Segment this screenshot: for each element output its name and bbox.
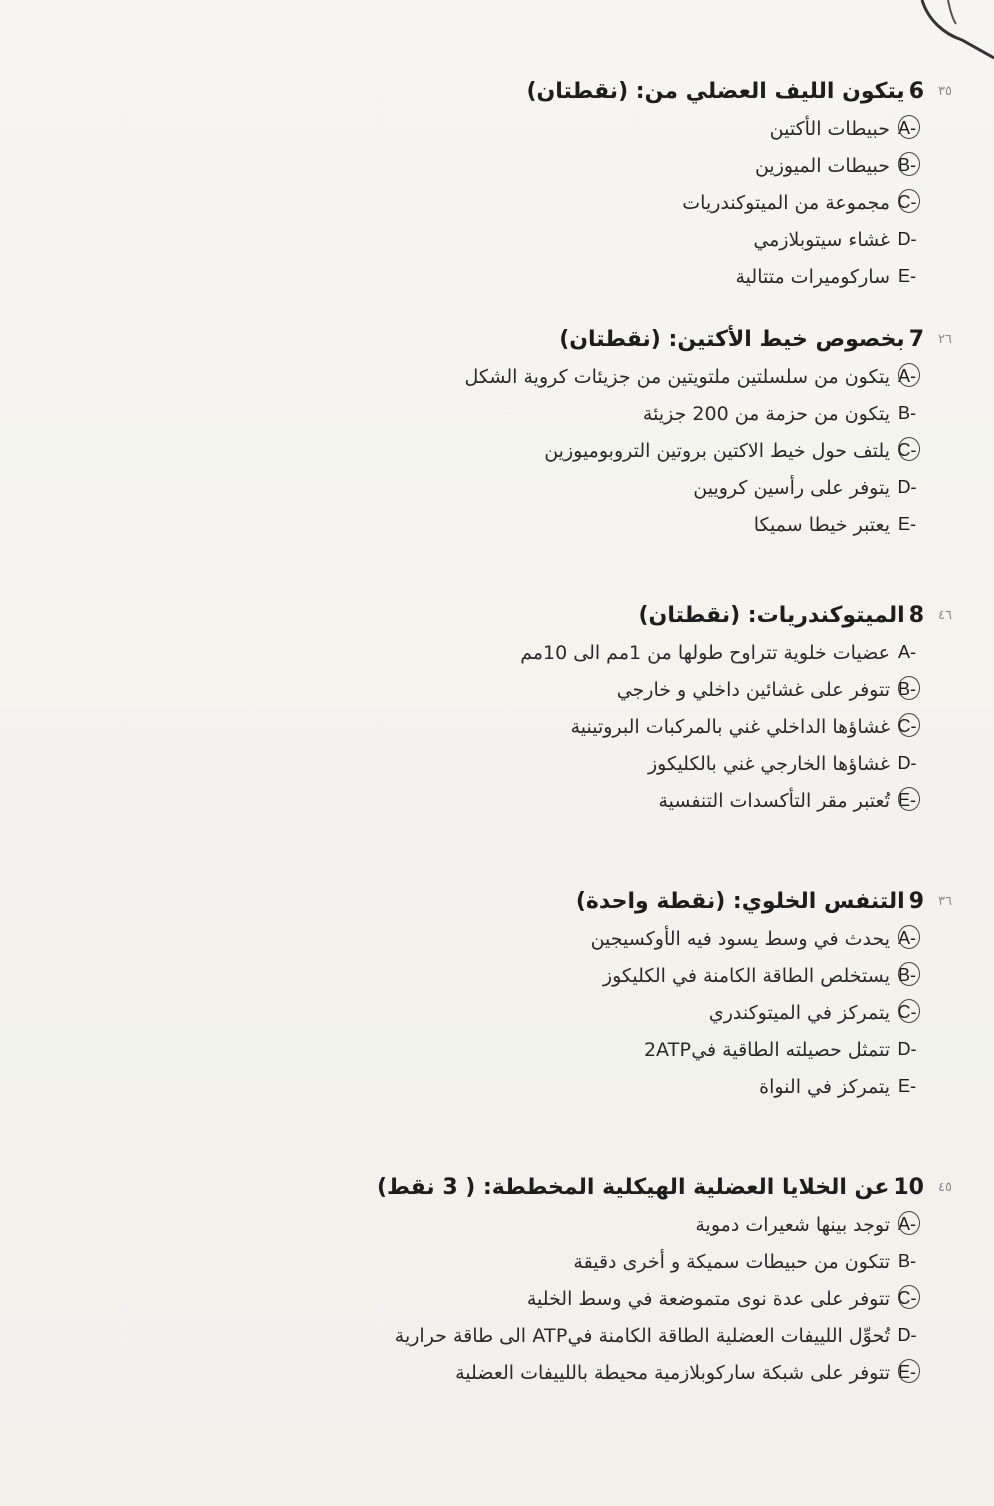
option-letter: E-: [890, 790, 924, 811]
question-10: [24, 1170, 952, 1391]
question-number: 7: [908, 327, 924, 352]
option-letter: C-: [890, 716, 924, 737]
option-a[interactable]: [24, 110, 924, 147]
option-text: يستخلص الطاقة الكامنة في الكليكوز: [602, 964, 890, 987]
option-letter: B-: [890, 679, 924, 700]
question-number: 6: [908, 79, 924, 104]
question-number: 10: [893, 1175, 924, 1200]
option-letter: A-: [890, 118, 924, 139]
option-b[interactable]: [24, 671, 924, 708]
question-8: [24, 598, 952, 819]
option-c[interactable]: [24, 184, 924, 221]
option-text: يتمركز في الميتوكندري: [708, 1001, 890, 1024]
question-header: [24, 74, 952, 110]
option-letter: E-: [898, 266, 916, 286]
option-letter: B-: [890, 965, 924, 986]
option-e[interactable]: [24, 1354, 924, 1391]
option-b[interactable]: [24, 1243, 924, 1280]
option-text: غشاؤها الخارجي غني بالكليكوز: [647, 752, 890, 775]
question-stem: الميتوكندريات: (نقطتان): [638, 603, 905, 628]
option-a[interactable]: [24, 358, 924, 395]
question-6: [24, 74, 952, 295]
option-letter: D-: [897, 1039, 917, 1059]
page-corner-fold: [914, 0, 994, 70]
option-text: يتوفر على رأسين كرويين: [693, 476, 890, 499]
margin-mark: ٤٦: [938, 608, 952, 623]
option-e[interactable]: [24, 258, 924, 295]
option-text: يعتبر خيطا سميكا: [753, 513, 890, 536]
option-letter: D-: [897, 477, 917, 497]
question-number: 9: [908, 889, 924, 914]
option-text: تتمثل حصيلته الطاقية في2ATP: [643, 1038, 890, 1061]
option-letter: B-: [898, 403, 916, 423]
option-text: يتكون من سلسلتين ملتويتين من جزيئات كروية الشكل: [464, 365, 890, 388]
question-header: [24, 322, 952, 358]
question-stem: بخصوص خيط الأكتين: (نقطتان): [559, 327, 905, 352]
option-text: ساركوميرات متتالية: [735, 265, 890, 288]
option-d[interactable]: [24, 1317, 924, 1354]
option-text: عضيات خلوية تتراوح طولها من 1مم الى 10مم: [520, 641, 890, 664]
option-a[interactable]: [24, 1206, 924, 1243]
question-header: [24, 884, 952, 920]
option-e[interactable]: [24, 782, 924, 819]
question-9: [24, 884, 952, 1105]
option-text: يتمركز في النواة: [759, 1075, 890, 1098]
option-text: يتكون من حزمة من 200 جزيئة: [642, 402, 890, 425]
option-letter: A-: [890, 928, 924, 949]
option-text: حبيطات الميوزين: [754, 154, 890, 177]
option-c[interactable]: [24, 432, 924, 469]
option-c[interactable]: [24, 708, 924, 745]
option-b[interactable]: [24, 395, 924, 432]
option-text: يحدث في وسط يسود فيه الأوكسيجين: [590, 927, 890, 950]
option-text: يلتف حول خيط الاكتين بروتين التروبوميوزين: [544, 439, 890, 462]
option-letter: C-: [890, 1288, 924, 1309]
option-text: غشاء سيتوبلازمي: [753, 228, 890, 251]
option-letter: B-: [890, 155, 924, 176]
option-letter: A-: [898, 642, 916, 662]
option-d[interactable]: [24, 745, 924, 782]
option-text: تتوفر على شبكة ساركوبلازمية محيطة باللييفات العضلية: [455, 1361, 890, 1384]
question-header: [24, 1170, 952, 1206]
option-letter: C-: [890, 1002, 924, 1023]
option-text: حبيطات الأكتين: [769, 117, 890, 140]
option-letter: A-: [890, 366, 924, 387]
margin-mark: ٤٥: [938, 1180, 952, 1195]
margin-mark: ٢٦: [938, 332, 952, 347]
option-a[interactable]: [24, 634, 924, 671]
option-e[interactable]: [24, 1068, 924, 1105]
option-text: تُعتبر مقر التأكسدات التنفسية: [658, 789, 890, 812]
question-stem: عن الخلايا العضلية الهيكلية المخططة: ( 3 نقط): [376, 1175, 890, 1200]
option-b[interactable]: [24, 957, 924, 994]
option-c[interactable]: [24, 1280, 924, 1317]
option-text: مجموعة من الميتوكندريات: [682, 191, 890, 214]
option-letter: C-: [890, 440, 924, 461]
margin-mark: ٣٦: [938, 894, 952, 909]
option-text: تتوفر على عدة نوى متموضعة في وسط الخلية: [526, 1287, 890, 1310]
question-7: [24, 322, 952, 543]
option-letter: E-: [898, 514, 916, 534]
option-letter: A-: [890, 1214, 924, 1235]
option-text: توجد بينها شعيرات دموية: [695, 1213, 890, 1236]
option-letter: D-: [897, 753, 917, 773]
option-text: غشاؤها الداخلي غني بالمركبات البروتينية: [570, 715, 890, 738]
option-letter: D-: [897, 1325, 917, 1345]
option-letter: D-: [897, 229, 917, 249]
option-d[interactable]: [24, 469, 924, 506]
option-text: تتكون من حبيطات سميكة و أخرى دقيقة: [573, 1250, 890, 1273]
question-stem: التنفس الخلوي: (نقطة واحدة): [575, 889, 905, 914]
option-letter: E-: [898, 1076, 916, 1096]
option-text: تتوفر على غشائين داخلي و خارجي: [616, 678, 890, 701]
question-number: 8: [908, 603, 924, 628]
option-c[interactable]: [24, 994, 924, 1031]
option-letter: B-: [898, 1251, 916, 1271]
option-d[interactable]: [24, 1031, 924, 1068]
margin-mark: ٣٥: [938, 84, 952, 99]
option-b[interactable]: [24, 147, 924, 184]
option-d[interactable]: [24, 221, 924, 258]
question-stem: يتكون الليف العضلي من: (نقطتان): [526, 79, 905, 104]
option-e[interactable]: [24, 506, 924, 543]
option-text: تُحوِّل اللييفات العضلية الطاقة الكامنة فيATP الى طاقة حرارية: [394, 1324, 890, 1347]
option-letter: C-: [890, 192, 924, 213]
option-letter: E-: [890, 1362, 924, 1383]
question-header: [24, 598, 952, 634]
option-a[interactable]: [24, 920, 924, 957]
